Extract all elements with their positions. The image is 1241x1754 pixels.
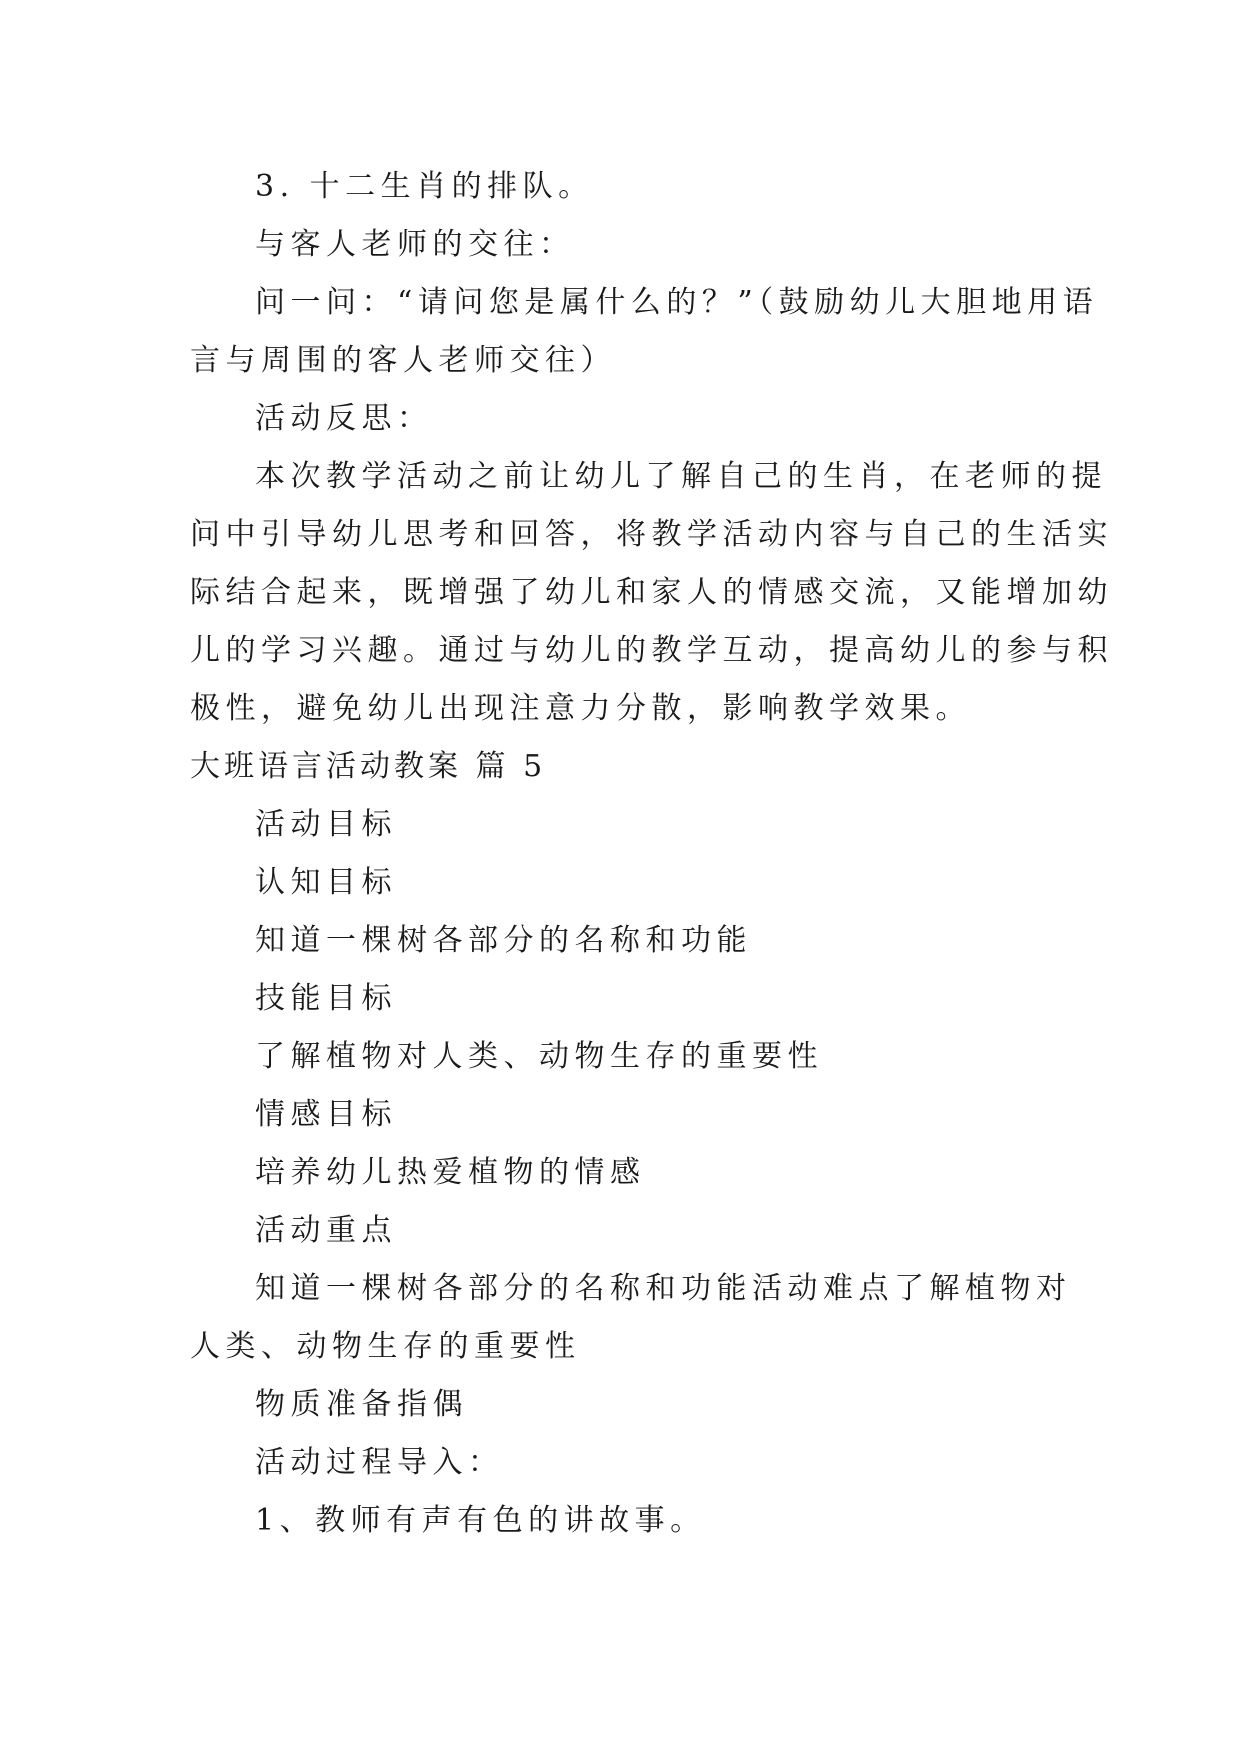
paragraph-line: 极性，避免幼儿出现注意力分散，影响教学效果。: [190, 691, 971, 726]
paragraph-line: 活动过程导入：: [255, 1445, 504, 1480]
paragraph-line: 物质准备指偶: [255, 1387, 468, 1422]
paragraph-line: 知道一棵树各部分的名称和功能: [255, 923, 752, 958]
paragraph-line: 际结合起来，既增强了幼儿和家人的情感交流，又能增加幼: [190, 575, 1113, 610]
document-page: [190, 158, 1113, 1550]
paragraph-line: 培养幼儿热爱植物的情感: [255, 1155, 646, 1190]
paragraph-line: 了解植物对人类、动物生存的重要性: [255, 1039, 823, 1074]
paragraph-line: 言与周围的客人老师交往）: [190, 343, 616, 378]
paragraph-line: 活动反思：: [255, 401, 433, 436]
paragraph-line: 1、教师有声有色的讲故事。: [255, 1503, 706, 1538]
paragraph-line: 知道一棵树各部分的名称和功能活动难点了解植物对: [255, 1271, 1072, 1306]
paragraph-line: 问一问：“请问您是属什么的？”（鼓励幼儿大胆地用语: [255, 285, 1099, 320]
paragraph-line: 本次教学活动之前让幼儿了解自己的生肖，在老师的提: [255, 459, 1107, 494]
paragraph-line: 活动目标: [255, 807, 397, 842]
paragraph-line: 情感目标: [255, 1097, 397, 1132]
paragraph-line: 技能目标: [255, 981, 397, 1016]
paragraph-line: 问中引导幼儿思考和回答，将教学活动内容与自己的生活实: [190, 517, 1113, 552]
paragraph-line: 3. 十二生肖的排队。: [255, 169, 594, 204]
paragraph-line: 与客人老师的交往：: [255, 227, 575, 262]
paragraph-line: 认知目标: [255, 865, 397, 900]
section-heading: 大班语言活动教案 篇 5: [190, 749, 547, 784]
paragraph-line: 儿的学习兴趣。通过与幼儿的教学互动，提高幼儿的参与积: [190, 633, 1113, 668]
paragraph-line: 活动重点: [255, 1213, 397, 1248]
paragraph-line: 人类、动物生存的重要性: [190, 1329, 581, 1364]
